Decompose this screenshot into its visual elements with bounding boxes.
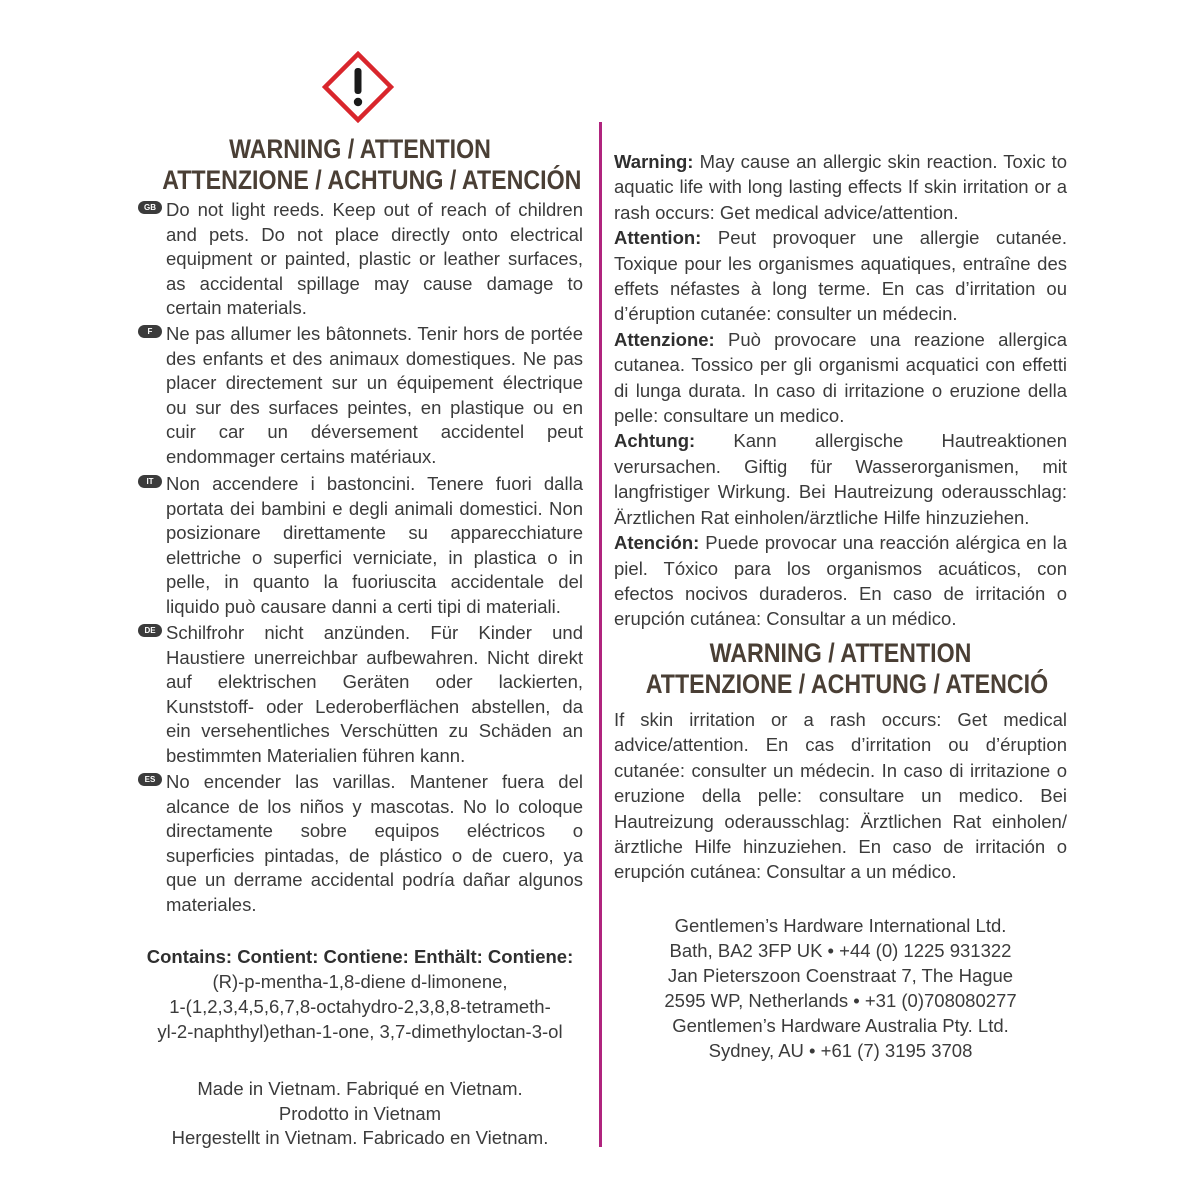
address-line: Gentlemen’s Hardware International Ltd. [674, 915, 1007, 936]
ingredient-line: yl-2-naphthyl)ethan-1-one, 3,7-dimethyloctan-3-ol [157, 1021, 563, 1042]
address-line: Sydney, AU • +61 (7) 3195 3708 [708, 1040, 973, 1061]
instructions-de [138, 621, 583, 769]
column-divider [599, 122, 602, 1147]
hazard-statement-es [614, 530, 1067, 632]
address-line: Jan Pieterszoon Coenstraat 7, The Hague [667, 965, 1014, 986]
instructions-gb [138, 198, 583, 321]
hazard-exclamation-icon [322, 51, 394, 123]
right-heading-line2: ATTENZIONE / ACHTUNG / ATENCIÓ [645, 669, 1049, 699]
hazard-label: Warning: [614, 151, 694, 172]
left-heading-line2: ATTENZIONE / ACHTUNG / ATENCIÓN [162, 165, 582, 195]
address-line: Bath, BA2 3FP UK • +44 (0) 1225 931322 [669, 940, 1012, 961]
left-warning-heading [162, 134, 582, 196]
language-badge-it: IT [138, 475, 162, 488]
right-warning-heading [645, 638, 1049, 700]
hazard-statement-en [614, 149, 1067, 225]
ingredient-line: 1-(1,2,3,4,5,6,7,8-octahydro-2,3,8,8-tetrameth- [169, 996, 551, 1017]
hazard-text: May cause an allergic skin reaction. Toxic to aquatic life with long lasting effects If skin irritation or a rash occurs: Get medical advice/attention. [614, 151, 1067, 223]
hazard-statement-de [614, 428, 1067, 530]
right-heading-line1: WARNING / ATTENTION [709, 638, 972, 668]
origin-line: Hergestellt in Vietnam. Fabricado en Vietnam. [171, 1127, 549, 1148]
instructions-it-text: Non accendere i bastoncini. Tenere fuori dalla portata dei bambini e degli animali domestici. Non posizionare direttamente su apparecchiature elettriche o superfici verniciate, in plastica o in pelle, in quanto la fuoriuscita accidentale del liquido può causare danni a certi tipi di materiali. [166, 473, 583, 617]
company-address [614, 913, 1067, 1063]
precaution-summary [614, 707, 1067, 885]
origin-line: Made in Vietnam. Fabriqué en Vietnam. [197, 1078, 523, 1099]
address-line: Gentlemen’s Hardware Australia Pty. Ltd. [672, 1015, 1009, 1036]
origin-line: Prodotto in Vietnam [278, 1102, 442, 1124]
hazard-label: Attention: [614, 227, 702, 249]
hazard-label: Attenzione: [614, 328, 715, 350]
language-badge-es: ES [138, 773, 162, 786]
hazard-label: Achtung: [614, 430, 696, 452]
ingredients-title: Contains: Contient: Contiene: Enthält: Contiene: [146, 946, 574, 967]
hazard-statement-fr [614, 225, 1067, 327]
hazard-text: Kann allergische Hautreaktionen verursachen. Giftig für Wasserorganismen, mit langfristiger Wirkung. Bei Hautreizung oderausschlag: Ärztlichen Rat einholen/ärztliche Hilfe hinzuziehen. [614, 430, 1067, 528]
origin-block [130, 1077, 590, 1151]
instructions-de-text: Schilfrohr nicht anzünden. Für Kinder und Haustiere unerreichbar aufbewahren. Nicht direkt auf elektrischen Geräten oder lackierten, Kunststoff- oder Lederoberflächen abstellen, da ein versehentliches Verschütten zu Schäden an bestimmten Materialien führen kann. [166, 622, 583, 766]
hazard-statements [614, 149, 1067, 632]
ingredients-block [130, 944, 590, 1044]
hazard-text: Può provocare una reazione allergica cutanea. Tossico per gli organismi acquatici con effetti di lunga durata. In caso di irritazione o eruzione della pelle: consultare un medico. [614, 328, 1067, 427]
hazard-text: Peut provoquer une allergie cutanée. Toxique pour les organismes aquatiques, entraîne des effets néfastes à long terme. En cas d’irritation ou d’éruption cutanée: consulter un médecin. [614, 227, 1067, 325]
instructions-fr-text: Ne pas allumer les bâtonnets. Tenir hors de portée des enfants et des animaux domestiques. Ne pas placer directement sur un équipement électrique ou sur des surfaces peintes, en plastique ou en cuir car un déversement accidentel peut endommager certains matériaux. [166, 323, 583, 467]
instructions-fr [138, 322, 583, 470]
instructions-it [138, 472, 583, 620]
precaution-summary-text: If skin irritation or a rash occurs: Get medical advice/attention. En cas d’irritation ou d’éruption cutanée: consulter un médecin. In caso di irritazione o eruzione della pelle: consultare un medico. Bei Hautreizung oderausschlag: Ärztlichen Rat einholen/ ärztliche Hilfe hinzuziehen. En caso de irritación o erupción cutánea: Consultar a un médico. [614, 709, 1067, 883]
language-badge-fr: F [138, 325, 162, 338]
language-badge-de: DE [138, 624, 162, 637]
instructions-gb-text: Do not light reeds. Keep out of reach of children and pets. Do not place directly onto electrical equipment or painted, plastic or leather surfaces, as accidental spillage may cause damage to certain materials. [166, 199, 583, 319]
left-heading-line1: WARNING / ATTENTION [229, 134, 491, 164]
hazard-statement-it [614, 327, 1067, 429]
instructions-es-text: No encender las varillas. Mantener fuera del alcance de los niños y mascotas. No lo coloque directamente sobre equipos eléctricos o superficies pintadas, de plástico o de cuero, ya que un derrame accidental podría dañar algunos materiales. [166, 771, 583, 915]
address-line: 2595 WP, Netherlands • +31 (0)708080277 [664, 990, 1017, 1011]
ingredient-line: (R)-p-mentha-1,8-diene d-limonene, [212, 971, 508, 992]
hazard-text: Puede provocar una reacción alérgica en la piel. Tóxico para los organismos acuáticos, con efectos nocivos duraderos. En caso de irritación o erupción cutánea: Consultar a un médico. [614, 532, 1067, 630]
language-badge-gb: GB [138, 201, 162, 214]
instructions-es [138, 770, 583, 918]
hazard-label: Atención: [614, 532, 700, 554]
